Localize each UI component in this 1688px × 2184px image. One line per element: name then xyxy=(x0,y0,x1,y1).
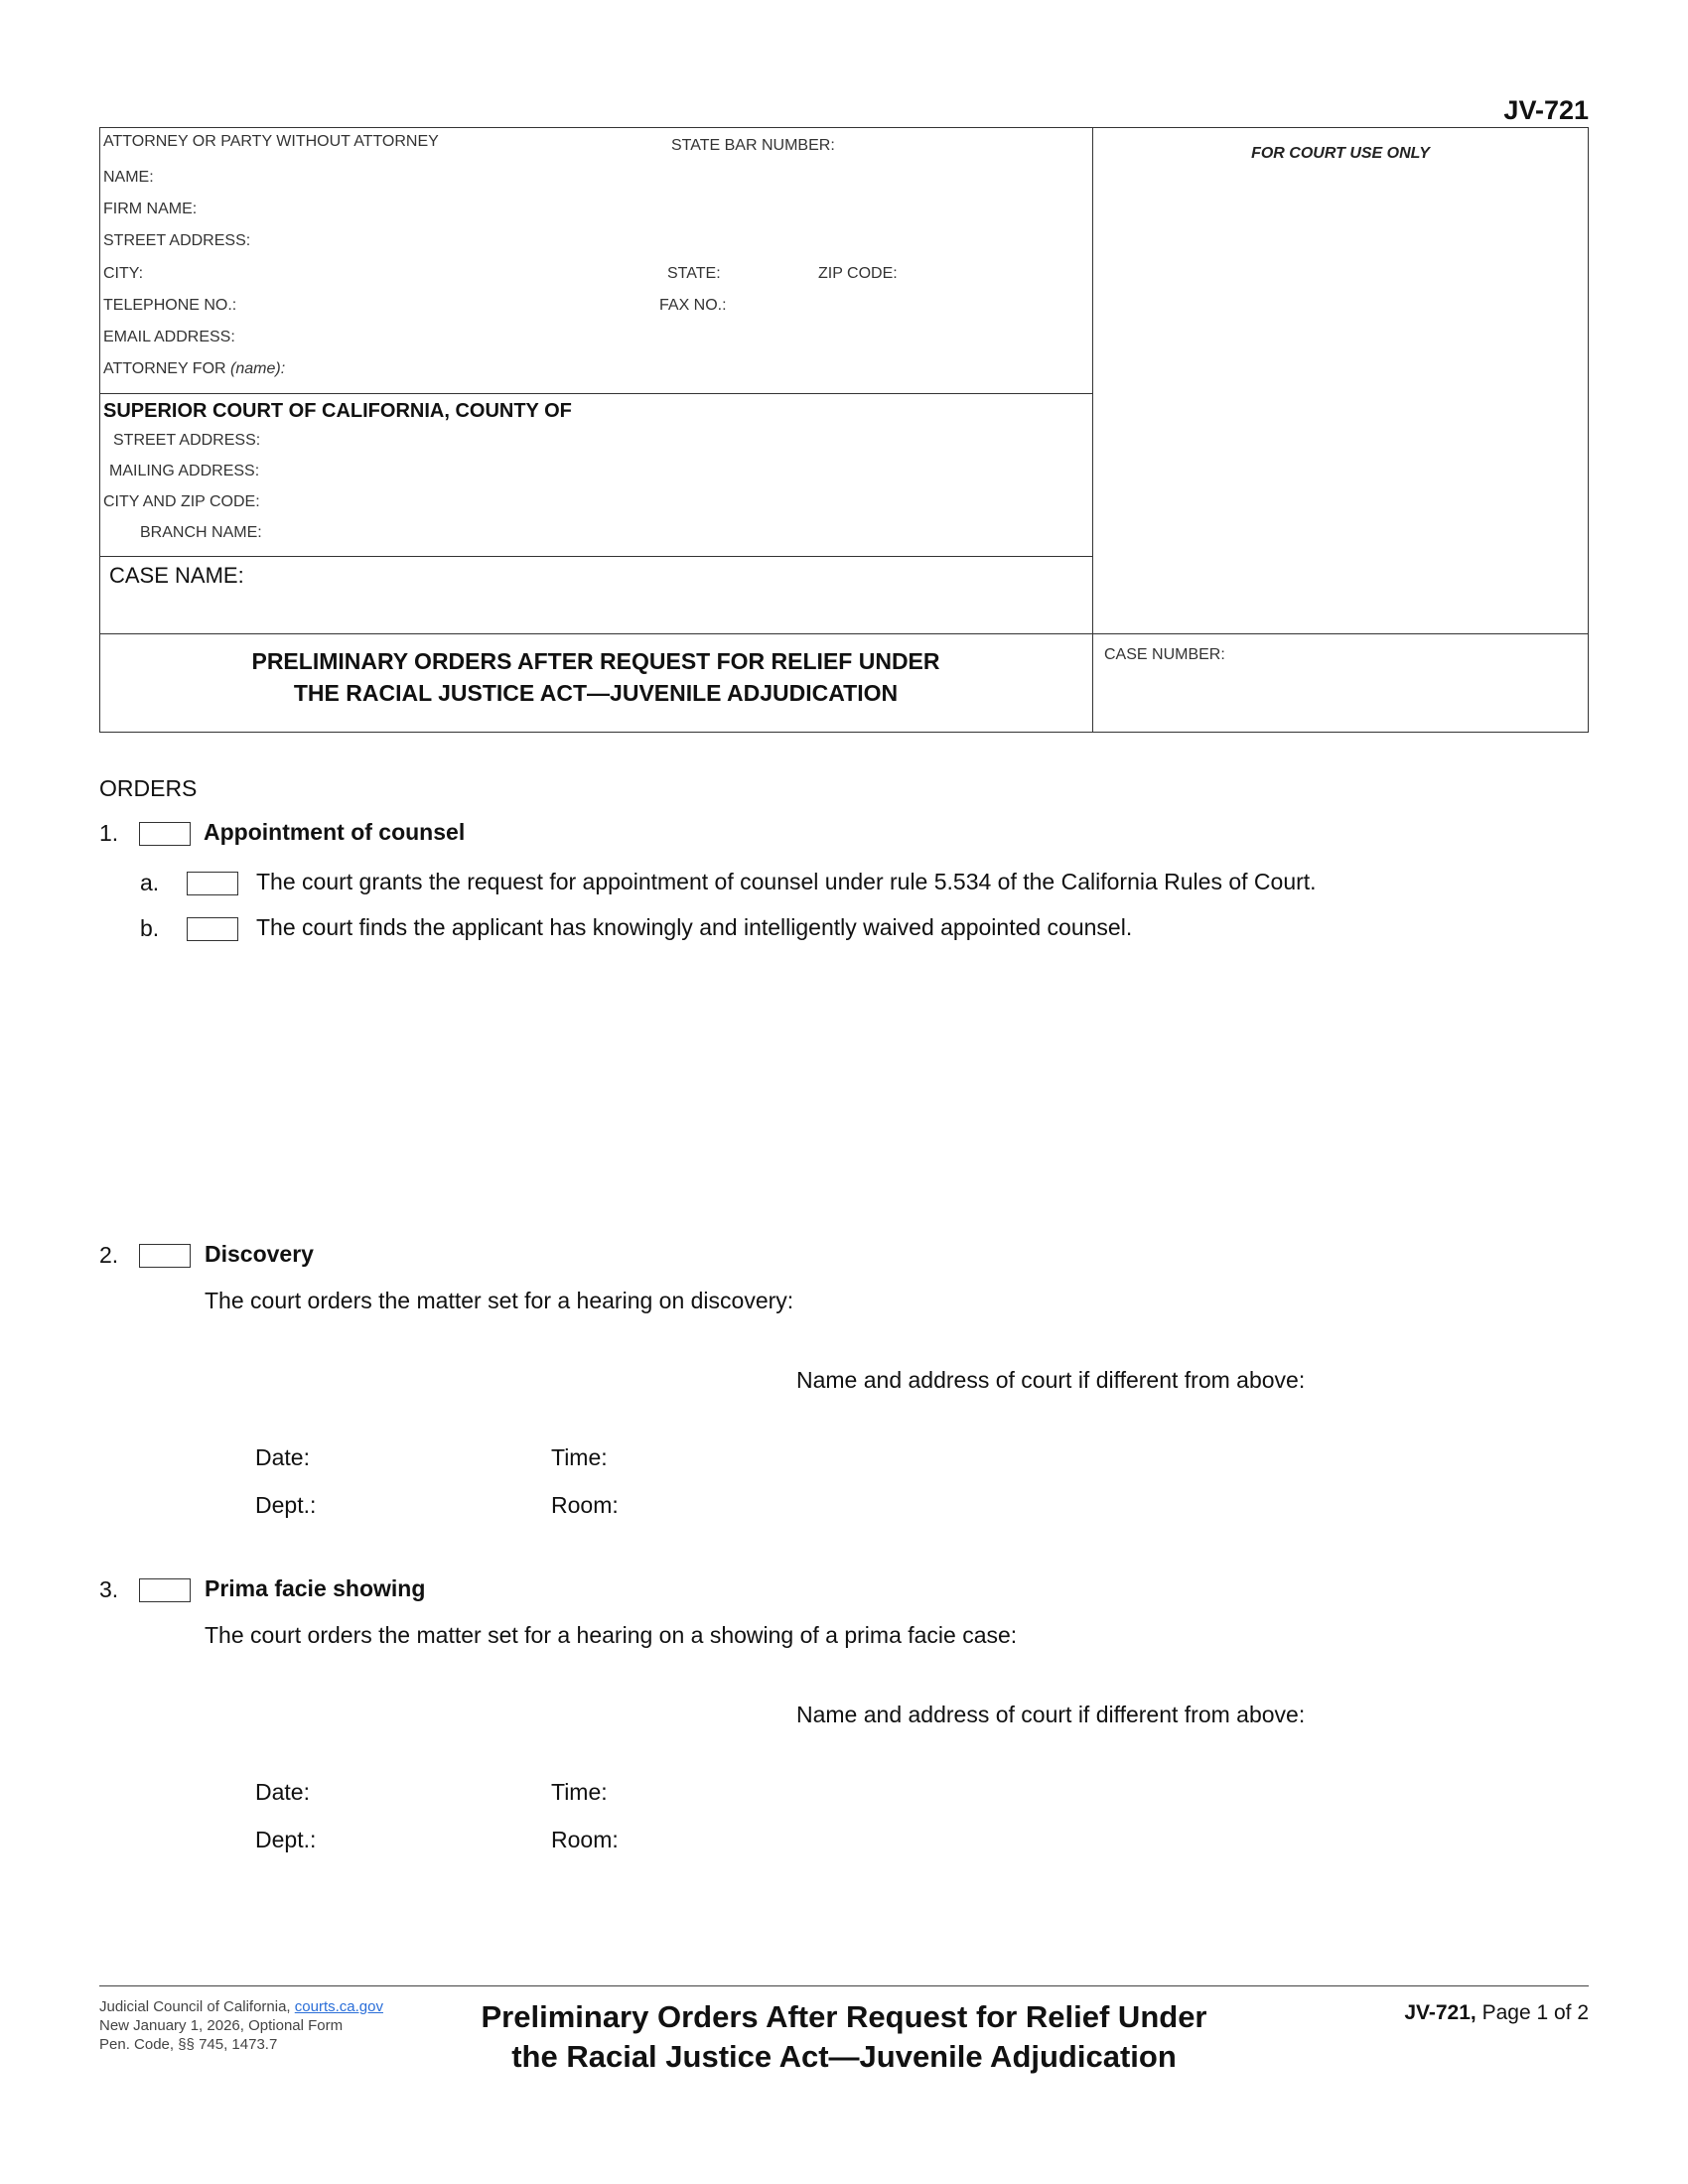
courts-link[interactable]: courts.ca.gov xyxy=(294,1998,383,2015)
fax-label: FAX NO.: xyxy=(659,297,727,314)
attorney-for-label: ATTORNEY FOR (name): xyxy=(103,360,286,377)
street-address-label: STREET ADDRESS: xyxy=(103,232,251,249)
telephone-label: TELEPHONE NO.: xyxy=(103,297,237,314)
item1a-checkbox[interactable] xyxy=(187,872,238,895)
item3-dept-label: Dept.: xyxy=(255,1827,317,1852)
item1-number: 1. xyxy=(99,820,119,846)
item1a-letter: a. xyxy=(140,870,160,895)
footer-code: Pen. Code, §§ 745, 1473.7 xyxy=(99,2036,278,2053)
item3-title: Prima facie showing xyxy=(205,1575,426,1601)
form-title-line2: THE RACIAL JUSTICE ACT—JUVENILE ADJUDICATION xyxy=(293,680,899,706)
item3-number: 3. xyxy=(99,1576,119,1602)
item3-court-address-label: Name and address of court if different from above: xyxy=(796,1702,1306,1727)
footer-title-line2: the Racial Justice Act—Juvenile Adjudication xyxy=(511,2039,1177,2074)
footer-rule xyxy=(99,1985,1589,1986)
name-label: NAME: xyxy=(103,169,154,186)
item2-court-address-label: Name and address of court if different from above: xyxy=(796,1367,1306,1393)
item2-title: Discovery xyxy=(205,1241,314,1267)
item3-text: The court orders the matter set for a hearing on a showing of a prima facie case: xyxy=(205,1622,1018,1648)
case-name-label: CASE NAME: xyxy=(109,563,244,588)
title-row-divider xyxy=(99,633,1589,634)
footer-page-info xyxy=(1291,2001,1589,2025)
court-use-label: FOR COURT USE ONLY xyxy=(1251,145,1430,162)
case-number-label: CASE NUMBER: xyxy=(1104,646,1225,663)
court-mailing-label: MAILING ADDRESS: xyxy=(109,463,260,479)
email-label: EMAIL ADDRESS: xyxy=(103,329,235,345)
court-street-label: STREET ADDRESS: xyxy=(113,432,261,449)
item1-title: Appointment of counsel xyxy=(204,819,466,845)
caption-box xyxy=(99,127,1589,733)
item2-text: The court orders the matter set for a hearing on discovery: xyxy=(205,1288,794,1313)
court-branch-label: BRANCH NAME: xyxy=(140,524,262,541)
city-label: CITY: xyxy=(103,265,144,282)
item2-room-label: Room: xyxy=(551,1492,619,1518)
firm-name-label: FIRM NAME: xyxy=(103,201,198,217)
form-number: JV-721 xyxy=(1503,95,1589,125)
court-city-zip-label: CITY AND ZIP CODE: xyxy=(103,493,260,510)
item3-date-label: Date: xyxy=(255,1779,310,1805)
item3-checkbox[interactable] xyxy=(139,1578,191,1602)
item2-checkbox[interactable] xyxy=(139,1244,191,1268)
court-casename-divider xyxy=(99,556,1093,557)
form-title xyxy=(101,645,1090,709)
state-label: STATE: xyxy=(667,265,721,282)
item1-checkbox[interactable] xyxy=(139,822,191,846)
state-bar-label: STATE BAR NUMBER: xyxy=(671,137,835,154)
superior-court-heading: SUPERIOR COURT OF CALIFORNIA, COUNTY OF xyxy=(103,400,572,422)
orders-heading: ORDERS xyxy=(99,775,198,801)
footer-form-id: JV-721, xyxy=(1404,2001,1477,2024)
attorney-header: ATTORNEY OR PARTY WITHOUT ATTORNEY xyxy=(103,133,439,150)
item3-time-label: Time: xyxy=(551,1779,608,1805)
item1b-checkbox[interactable] xyxy=(187,917,238,941)
zip-label: ZIP CODE: xyxy=(818,265,898,282)
footer-council: Judicial Council of California, courts.ca.gov xyxy=(99,1998,383,2015)
item1b-letter: b. xyxy=(140,915,160,941)
item2-number: 2. xyxy=(99,1242,119,1268)
item2-dept-label: Dept.: xyxy=(255,1492,317,1518)
item1a-text: The court grants the request for appointment of counsel under rule 5.534 of the California Rules of Court. xyxy=(256,869,1317,894)
footer-left xyxy=(99,1997,383,2054)
item2-date-label: Date: xyxy=(255,1444,310,1470)
footer-title xyxy=(417,1997,1271,2077)
footer-date: New January 1, 2026, Optional Form xyxy=(99,2017,344,2034)
item1b-text: The court finds the applicant has knowingly and intelligently waived appointed counsel. xyxy=(256,914,1133,940)
caption-divider xyxy=(1092,127,1093,733)
attorney-court-divider xyxy=(99,393,1093,394)
item2-time-label: Time: xyxy=(551,1444,608,1470)
form-title-line1: PRELIMINARY ORDERS AFTER REQUEST FOR RELIEF UNDER xyxy=(251,648,940,674)
footer-page-number: Page 1 of 2 xyxy=(1481,2001,1589,2024)
item3-room-label: Room: xyxy=(551,1827,619,1852)
footer-title-line1: Preliminary Orders After Request for Relief Under xyxy=(481,1999,1207,2034)
